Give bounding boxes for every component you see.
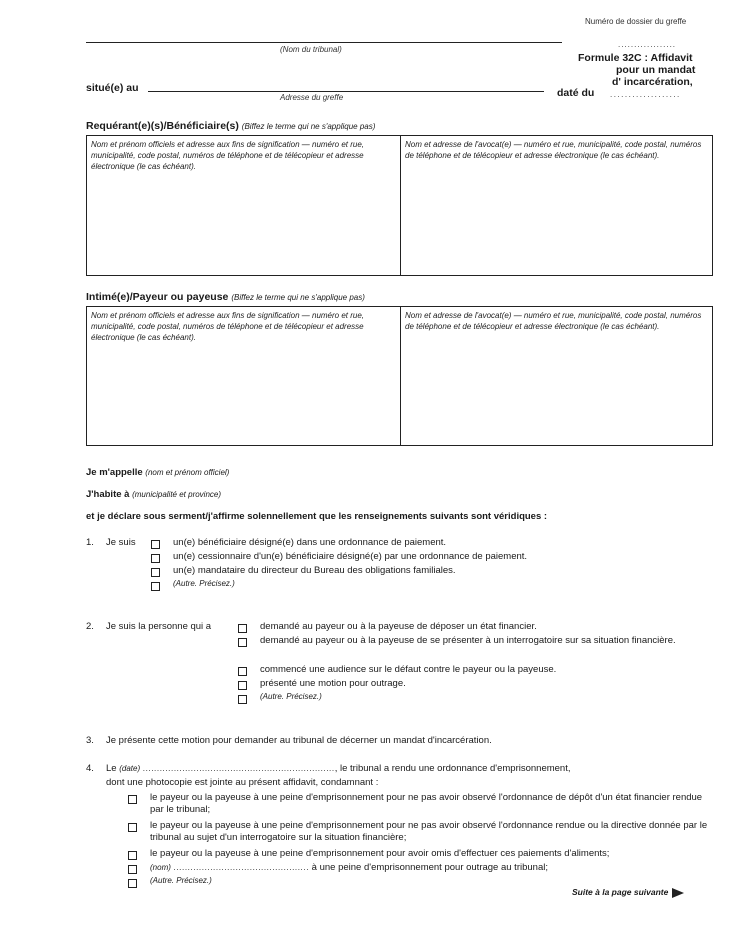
dated-dots[interactable]: ...................: [610, 90, 681, 99]
respondent-box: [86, 306, 713, 446]
item4-tail: , le tribunal a rendu une ordonnance d'emprisonnement,: [334, 763, 571, 774]
item4-le: Le: [106, 763, 117, 774]
respondent-note: (Biffez le terme qui ne s'applique pas): [231, 293, 365, 302]
applicant-lawyer-instructions: Nom et adresse de l'avocat(e) — numéro et rue, municipalité, code postal, numéros de téléphone et de télécopieur et adresse électronique (le cas échéant).: [405, 140, 702, 160]
continued-label: Suite à la page suivante: [572, 887, 669, 897]
item4-name-dots: ................................................: [173, 863, 310, 872]
form-title-line1: Formule 32C : Affidavit: [578, 52, 693, 64]
court-address-line[interactable]: [148, 91, 544, 92]
checkbox[interactable]: [128, 879, 137, 888]
item4-date-dots: ....................................................................: [142, 764, 335, 773]
checkbox[interactable]: [151, 554, 160, 563]
checkbox[interactable]: [238, 695, 247, 704]
applicant-lawyer-cell[interactable]: [401, 136, 712, 275]
applicant-party-cell[interactable]: [87, 136, 401, 275]
item1-lead: Je suis: [106, 537, 136, 548]
item3-text: Je présente cette motion pour demander au tribunal de décerner un mandat d'incarcération.: [106, 735, 492, 746]
checkbox[interactable]: [128, 851, 137, 860]
respondent-title: Intimé(e)/Payeur ou payeuse: [86, 291, 229, 303]
item4-option[interactable]: le payeur ou la payeuse à une peine d'emprisonnement pour ne pas avoir observé l'ordonnance de dépôt d'un état financier rendue par le tribunal;: [128, 792, 712, 818]
item4-option[interactable]: le payeur ou la payeuse à une peine d'emprisonnement pour ne pas avoir observé l'ordonnance rendue ou la directive donnée par le tribunal au sujet d'un interrogatoire sur la situation financière;: [128, 820, 712, 846]
item2-option[interactable]: demandé au payeur ou à la payeuse de se présenter à un interrogatoire sur sa situation financière.: [238, 635, 708, 661]
residence-hint: (municipalité et province): [132, 490, 222, 499]
respondent-party-instructions: Nom et prénom officiels et adresse aux fins de signification — numéro et rue, municipalité, code postal, numéros de téléphone et de télécopieur et adresse électronique (le cas échéant).: [91, 311, 365, 342]
continued-note: [572, 887, 684, 898]
checkbox[interactable]: [151, 582, 160, 591]
residence-line[interactable]: [86, 489, 221, 500]
dated-label: daté du: [557, 87, 595, 99]
item4-name-hint: (nom): [150, 863, 171, 872]
checkbox[interactable]: [238, 638, 247, 647]
file-number-dots: ..................: [618, 40, 677, 49]
item2-lead: Je suis la personne qui a: [106, 621, 212, 632]
item2-number: 2.: [86, 621, 94, 632]
applicant-box: [86, 135, 713, 276]
applicant-party-instructions: Nom et prénom officiels et adresse aux fins de signification — numéro et rue, municipalité, code postal, numéros de téléphone et de télécopieur et adresse électronique (le cas échéant).: [91, 140, 365, 171]
declaration: et je déclare sous serment/j'affirme solennellement que les renseignements suivants sont véridiques :: [86, 511, 548, 522]
checkbox[interactable]: [238, 624, 247, 633]
checkbox[interactable]: [238, 681, 247, 690]
checkbox[interactable]: [128, 823, 137, 832]
situated-label: situé(e) au: [86, 82, 139, 94]
applicant-section-title: [86, 120, 375, 132]
form-title-line3: d' incarcération,: [612, 76, 693, 88]
name-line[interactable]: [86, 467, 229, 478]
applicant-note: (Biffez le terme qui ne s'applique pas): [241, 122, 376, 131]
arrow-right-icon: [672, 888, 684, 898]
court-name-line[interactable]: [86, 42, 562, 43]
respondent-lawyer-instructions: Nom et adresse de l'avocat(e) — numéro et rue, municipalité, code postal, numéros de téléphone et de télécopieur et adresse électronique (le cas échéant).: [405, 311, 702, 331]
checkbox[interactable]: [128, 865, 137, 874]
name-label: Je m'appelle: [86, 467, 143, 478]
item4-number: 4.: [86, 763, 94, 774]
respondent-party-cell[interactable]: [87, 307, 401, 445]
respondent-lawyer-cell[interactable]: [401, 307, 712, 445]
court-name-label: (Nom du tribunal): [280, 45, 342, 54]
respondent-section-title: [86, 291, 365, 303]
court-address-label: Adresse du greffe: [280, 93, 344, 102]
form-title-line2: pour un mandat: [616, 64, 696, 76]
item4-line2: dont une photocopie est jointe au présent affidavit, condamnant :: [106, 777, 379, 788]
residence-label: J'habite à: [86, 489, 130, 500]
item4-date-line[interactable]: [106, 763, 571, 774]
item4-name-tail: à une peine d'emprisonnement pour outrage au tribunal;: [311, 862, 548, 873]
name-hint: (nom et prénom officiel): [145, 468, 230, 477]
checkbox[interactable]: [151, 568, 160, 577]
applicant-title: Requérant(e)(s)/Bénéficiaire(s): [86, 120, 239, 132]
item1-number: 1.: [86, 537, 94, 548]
item3-number: 3.: [86, 735, 94, 746]
checkbox[interactable]: [151, 540, 160, 549]
checkbox[interactable]: [128, 795, 137, 804]
file-number-label: Numéro de dossier du greffe: [585, 17, 687, 26]
item4-date-hint: (date): [119, 764, 141, 773]
checkbox[interactable]: [238, 667, 247, 676]
